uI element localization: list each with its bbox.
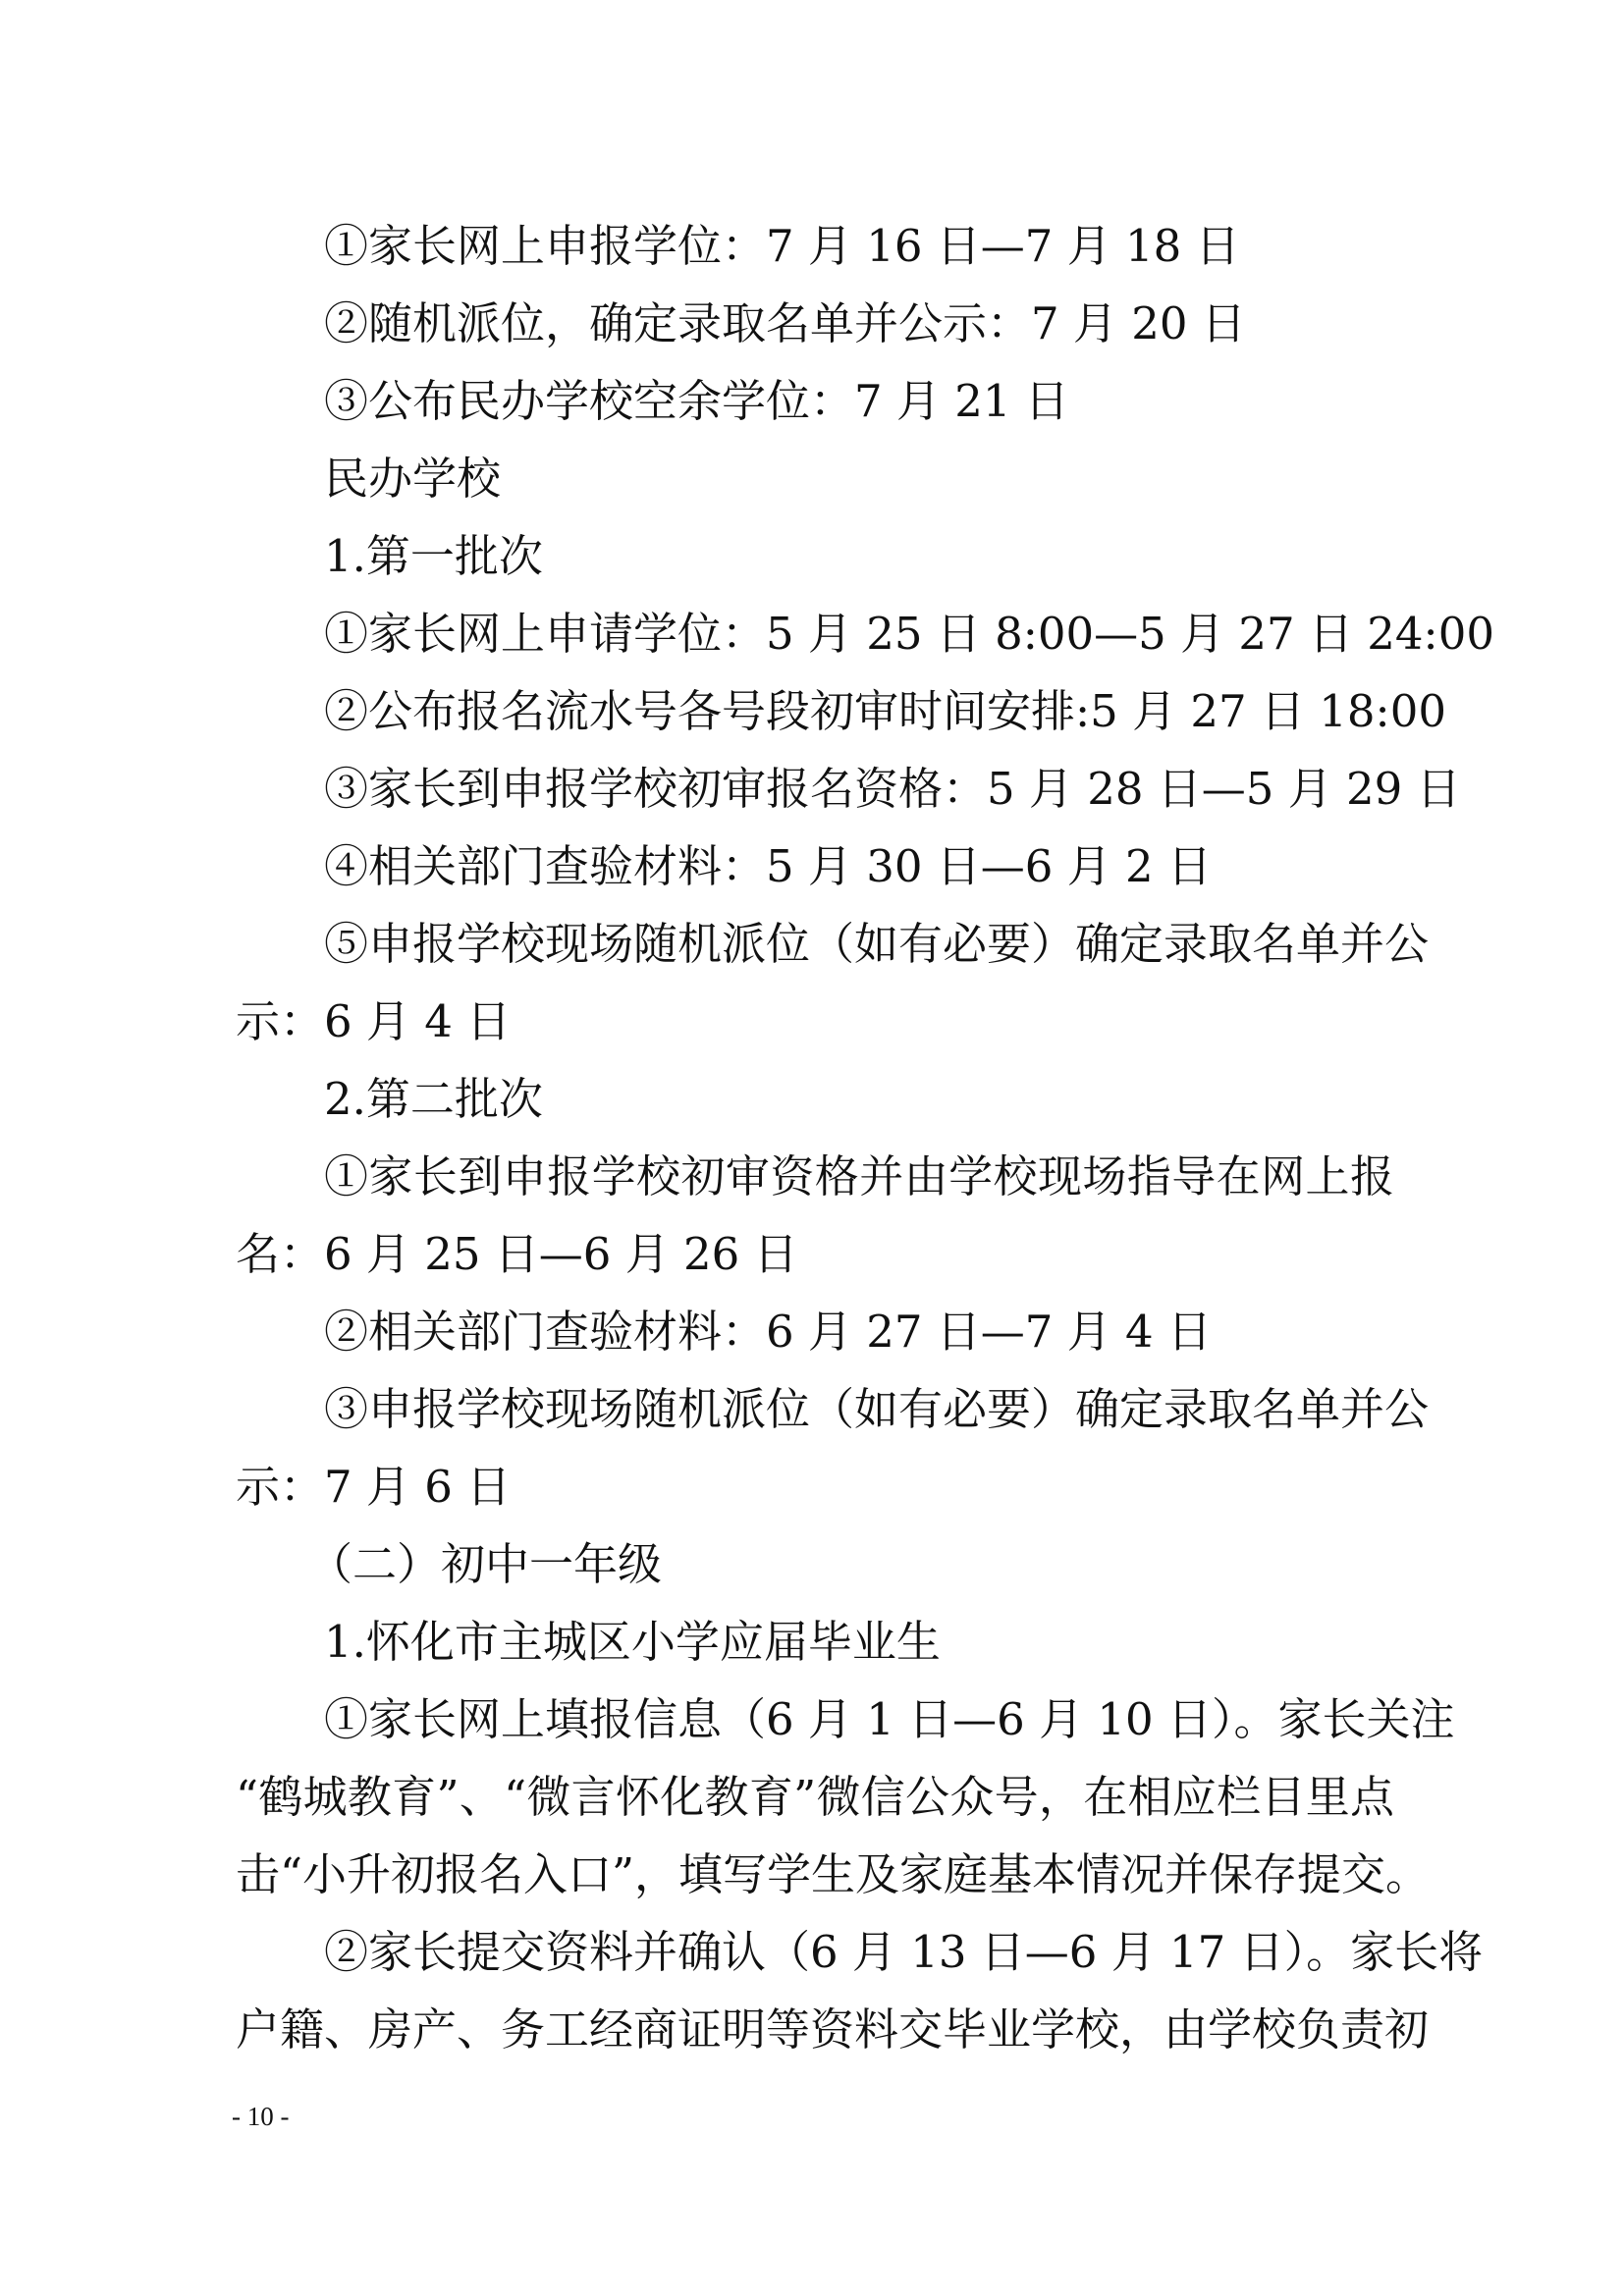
- text-line: 示：6 月 4 日: [236, 995, 512, 1047]
- text-line: 击“小升初报名入口”，填写学生及家庭基本情况并保存提交。: [236, 1848, 1431, 1900]
- text-line: ②相关部门查验材料：6 月 27 日—7 月 4 日: [324, 1306, 1212, 1358]
- text-line: ⑤申报学校现场随机派位（如有必要）确定录取名单并公: [324, 918, 1430, 970]
- text-line: ①家长到申报学校初审资格并由学校现场指导在网上报: [324, 1150, 1394, 1202]
- text-line: 示：7 月 6 日: [236, 1461, 512, 1513]
- subsection-heading: 1.怀化市主城区小学应届毕业生: [324, 1616, 941, 1668]
- batch-heading: 1.第一批次: [324, 530, 543, 582]
- text-line: ④相关部门查验材料：5 月 30 日—6 月 2 日: [324, 840, 1212, 892]
- text-line: ①家长网上申报学位：7 月 16 日—7 月 18 日: [324, 220, 1240, 272]
- text-line: “鹤城教育”、“微言怀化教育”微信公众号，在相应栏目里点: [236, 1771, 1394, 1823]
- text-line: ②公布报名流水号各号段初审时间安排:5 月 27 日 18:00: [324, 685, 1446, 737]
- text-line: ②家长提交资料并确认（6 月 13 日—6 月 17 日）。家长将: [324, 1926, 1484, 1978]
- text-line: ③申报学校现场随机派位（如有必要）确定录取名单并公: [324, 1383, 1430, 1435]
- section-heading: 民办学校: [324, 453, 502, 505]
- page-number: - 10 -: [232, 2102, 290, 2131]
- text-line: ①家长网上填报信息（6 月 1 日—6 月 10 日）。家长关注: [324, 1693, 1455, 1745]
- text-line: ③公布民办学校空余学位：7 月 21 日: [324, 375, 1069, 427]
- text-line: 户籍、房产、务工经商证明等资料交毕业学校，由学校负责初: [236, 2003, 1430, 2056]
- section-heading: （二）初中一年级: [308, 1538, 663, 1590]
- batch-heading: 2.第二批次: [324, 1073, 543, 1125]
- text-line: ③家长到申报学校初审报名资格：5 月 28 日—5 月 29 日: [324, 763, 1461, 815]
- text-line: 名：6 月 25 日—6 月 26 日: [236, 1228, 798, 1280]
- text-line: ②随机派位，确定录取名单并公示：7 月 20 日: [324, 297, 1246, 349]
- text-line: ①家长网上申请学位：5 月 25 日 8:00—5 月 27 日 24:00: [324, 608, 1494, 660]
